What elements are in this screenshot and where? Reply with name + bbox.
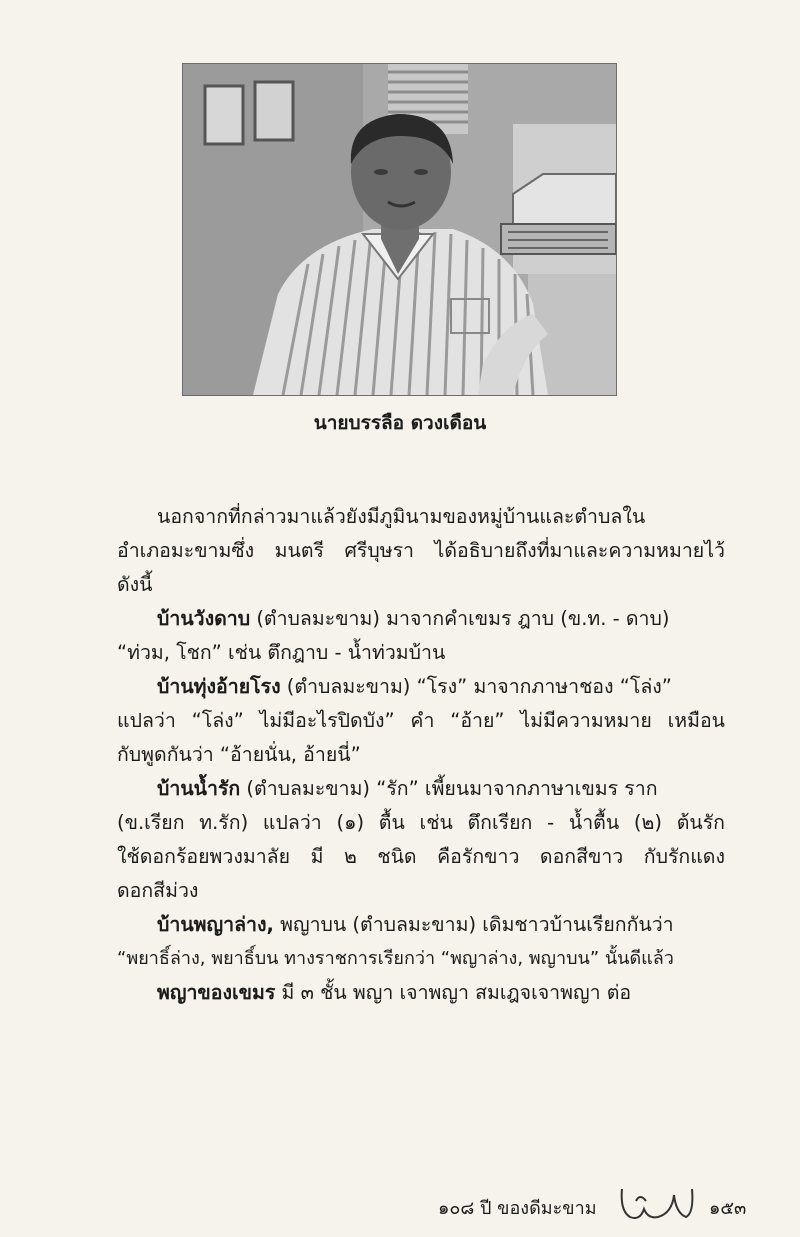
page-footer <box>0 1183 800 1223</box>
entry-heading: พญาของเขมร <box>157 981 276 1004</box>
entry-text: (ตำบลมะขาม) “รัก” เพี้ยนมาจากภาษาเขมร ราก <box>240 777 658 800</box>
entry-text: มี ๓ ชั้น พญา เจาพญา สมเฎจเจาพญา ต่อ <box>275 981 632 1004</box>
entry-heading: บ้านน้ำรัก <box>157 777 241 800</box>
entry-heading: บ้านพญาล่าง, <box>157 913 274 936</box>
entry-heading: บ้านทุ่งอ้ายโรง <box>157 675 281 698</box>
entry-text: (ตำบลมะขาม) “โรง” มาจากภาษาชอง “โล่ง” <box>280 675 672 698</box>
photo-caption: นายบรรลือ ดวงเดือน <box>313 412 487 434</box>
book-title: ๑๐๘ ปี ของดีมะขาม <box>438 1198 597 1219</box>
entry-heading: บ้านวังดาบ <box>157 607 251 630</box>
text-line: กับพูดกันว่า “อ้ายนั่น, อ้ายนี่” <box>117 743 361 766</box>
text-line: อำเภอมะขามซึ่ง มนตรี ศรีบุษรา ได้อธิบายถึงที่มาและความหมายไว้ <box>117 539 725 562</box>
portrait-photo <box>182 63 617 396</box>
entry-first-line <box>117 976 725 1010</box>
ornament-icon <box>616 1183 696 1225</box>
text-line: แปลว่า “โล่ง” ไม่มีอะไรปิดบัง” คำ “อ้าย” ไม่มีความหมาย เหมือน <box>117 709 725 732</box>
text-line: นอกจากที่กล่าวมาแล้วยังมีภูมินามของหมู่บ้านและตำบลใน <box>157 505 646 528</box>
text-line: “ท่วม, โชก” เช่น ตึกฎาบ - น้ำท่วมบ้าน <box>117 641 446 664</box>
text-line: ใช้ดอกร้อยพวงมาลัย มี ๒ ชนิด คือรักขาว ดอกสีขาว กับรักแดง <box>117 845 725 868</box>
entry-first-line <box>117 908 725 942</box>
entry-text: พญาบน (ตำบลมะขาม) เดิมชาวบ้านเรียกกันว่า <box>273 913 674 936</box>
entry-first-line <box>117 602 725 636</box>
entry-text: (ตำบลมะขาม) มาจากคำเขมร ฎาบ (ข.ท. - ดาบ) <box>250 607 670 630</box>
page-number: ๑๕๓ <box>709 1198 747 1219</box>
entry-first-line <box>117 772 725 806</box>
text-line: “พยาธิ์ล่าง, พยาธิ์บน ทางราชการเรียกว่า “พญาล่าง, พญาบน” นั้นดีแล้ว <box>117 948 674 969</box>
body-text <box>117 500 725 1010</box>
text-line: ดังนี้ <box>117 573 153 596</box>
entry-first-line <box>117 670 725 704</box>
text-line: ดอกสีม่วง <box>117 879 199 902</box>
text-line: (ข.เรียก ท.รัก) แปลว่า (๑) ตื้น เช่น ตึกเรียก - น้ำตื้น (๒) ต้นรัก <box>117 811 725 834</box>
